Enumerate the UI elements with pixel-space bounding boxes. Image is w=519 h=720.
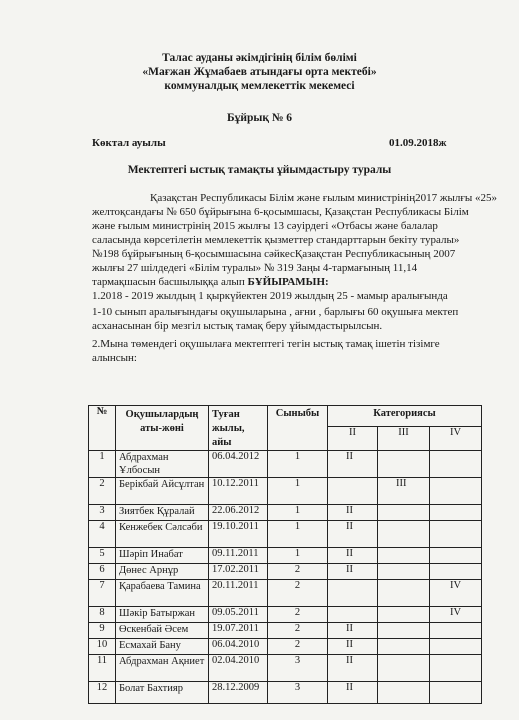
birth-date: 02.04.2010 — [209, 655, 268, 682]
grade-cell: 2 — [268, 623, 328, 639]
body-line: №198 бұйрығының 6-қосымшасына сәйкесҚазақстан Республикасының 2007 — [92, 248, 456, 260]
table-row — [89, 505, 482, 521]
grade-cell: 3 — [268, 682, 328, 704]
student-name: Кенжебек Сәлсәби — [116, 521, 209, 548]
birth-date: 19.10.2011 — [209, 521, 268, 548]
order-subject: Мектептегі ыстық тамақты ұйымдастыру туралы — [127, 164, 392, 176]
category-4-cell: IV — [430, 580, 482, 607]
body-line: Қазақстан Республикасы Білім және ғылым министрінің2017 жылғы «25» — [150, 192, 498, 204]
org-line-3: коммуналдық мемлекеттік мекемесі — [164, 80, 355, 92]
table-row — [89, 451, 482, 478]
category-2-cell: II — [328, 451, 378, 478]
category-4-cell: IV — [430, 607, 482, 623]
order-title: Бұйрық № 6 — [226, 112, 293, 124]
category-3-cell — [378, 623, 430, 639]
header-category: Категориясы — [328, 406, 482, 427]
header-dob: Туған жылы, айы — [209, 406, 268, 451]
student-name: Берікбай Айсұлтан — [116, 478, 209, 505]
item-line: 2.Мына төмендегі оқушылаға мектептегі тегін ыстық тамақ ішетін тізімге — [92, 338, 440, 350]
header-cat-3: III — [378, 426, 430, 450]
category-2-cell: II — [328, 564, 378, 580]
category-3-cell — [378, 564, 430, 580]
students-table — [88, 405, 482, 704]
place: Көктал ауылы — [92, 137, 166, 149]
student-name: Зиятбек Құралай — [116, 505, 209, 521]
row-num: 8 — [89, 607, 116, 623]
category-4-cell — [430, 521, 482, 548]
category-3-cell — [378, 548, 430, 564]
header-cat-4: IV — [430, 426, 482, 450]
item-line: 1.2018 - 2019 жылдың 1 қыркүйектен 2019 жылдың 25 - мамыр аралығында — [92, 290, 448, 302]
category-4-cell — [430, 655, 482, 682]
row-num: 9 — [89, 623, 116, 639]
category-2-cell: II — [328, 682, 378, 704]
birth-date: 06.04.2010 — [209, 639, 268, 655]
category-3-cell: III — [378, 478, 430, 505]
student-name: Болат Бахтияр — [116, 682, 209, 704]
birth-date: 09.11.2011 — [209, 548, 268, 564]
birth-date: 20.11.2011 — [209, 580, 268, 607]
category-3-cell — [378, 655, 430, 682]
row-num: 10 — [89, 639, 116, 655]
category-2-cell: II — [328, 548, 378, 564]
birth-date: 10.12.2011 — [209, 478, 268, 505]
category-4-cell — [430, 505, 482, 521]
birth-date: 06.04.2012 — [209, 451, 268, 478]
table-row — [89, 682, 482, 704]
grade-cell: 1 — [268, 505, 328, 521]
category-4-cell — [430, 451, 482, 478]
student-name: Дөнес Арнұр — [116, 564, 209, 580]
student-name: Шәкір Батыржан — [116, 607, 209, 623]
category-2-cell — [328, 478, 378, 505]
grade-cell: 3 — [268, 655, 328, 682]
category-3-cell — [378, 580, 430, 607]
item-line: 1-10 сынып аралығындағы оқушыларына , ағни , барлығы 60 оқушыға мектеп — [92, 306, 459, 318]
student-name: Абдрахман Ақниет — [116, 655, 209, 682]
row-num: 11 — [89, 655, 116, 682]
org-line-1: Талас ауданы әкімдігінің білім бөлімі — [162, 52, 357, 64]
header-name: Оқушылардың аты-жөні — [116, 406, 209, 451]
category-3-cell — [378, 682, 430, 704]
row-num: 1 — [89, 451, 116, 478]
body-text: тармақшасын басшылыққа алып — [92, 276, 248, 288]
birth-date: 28.12.2009 — [209, 682, 268, 704]
grade-cell: 1 — [268, 478, 328, 505]
category-4-cell — [430, 564, 482, 580]
table-row — [89, 639, 482, 655]
student-name: Абдрахман Ұлбосын — [116, 451, 209, 478]
category-4-cell — [430, 548, 482, 564]
birth-date: 19.07.2011 — [209, 623, 268, 639]
row-num: 7 — [89, 580, 116, 607]
row-num: 3 — [89, 505, 116, 521]
student-name: Қарабаева Тамина — [116, 580, 209, 607]
body-line: желтоқсандағы № 650 бұйрығына 6-қосымшасы, Қазақстан Республикасы Білім — [92, 206, 469, 218]
table-row — [89, 548, 482, 564]
grade-cell: 1 — [268, 521, 328, 548]
category-2-cell: II — [328, 505, 378, 521]
category-2-cell: II — [328, 521, 378, 548]
table-row — [89, 521, 482, 548]
row-num: 5 — [89, 548, 116, 564]
birth-date: 09.05.2011 — [209, 607, 268, 623]
org-line-2: «Мағжан Жұмабаев атындағы орта мектебі» — [142, 66, 377, 78]
category-3-cell — [378, 607, 430, 623]
birth-date: 17.02.2011 — [209, 564, 268, 580]
grade-cell: 1 — [268, 451, 328, 478]
category-2-cell: II — [328, 655, 378, 682]
student-name: Есмахай Бану — [116, 639, 209, 655]
category-3-cell — [378, 639, 430, 655]
date: 01.09.2018ж — [389, 137, 447, 149]
body-line: жылғы 27 шілдедегі «Білім туралы» № 319 Заңы 4-тармағының 11,14 — [92, 262, 418, 274]
grade-cell: 2 — [268, 580, 328, 607]
category-2-cell — [328, 580, 378, 607]
grade-cell: 2 — [268, 564, 328, 580]
table-row — [89, 478, 482, 505]
category-2-cell: II — [328, 623, 378, 639]
grade-cell: 2 — [268, 639, 328, 655]
body-line: және ғылым министрінің 2015 жылғы 13 сәуірдегі «Отбасы және балалар — [92, 220, 438, 232]
table-row — [89, 564, 482, 580]
birth-date: 22.06.2012 — [209, 505, 268, 521]
table-row — [89, 655, 482, 682]
body-line — [92, 276, 329, 288]
category-2-cell — [328, 607, 378, 623]
student-name: Шәріп Инабат — [116, 548, 209, 564]
table-row — [89, 580, 482, 607]
row-num: 12 — [89, 682, 116, 704]
category-4-cell — [430, 682, 482, 704]
body-line: саласында көрсетілетін мемлекеттік қызметтер стандарттарын бекіту туралы» — [92, 234, 460, 246]
header-num: № — [89, 406, 116, 451]
category-2-cell: II — [328, 639, 378, 655]
table-row — [89, 623, 482, 639]
row-num: 2 — [89, 478, 116, 505]
category-4-cell — [430, 639, 482, 655]
student-name: Өскенбай Әсем — [116, 623, 209, 639]
category-3-cell — [378, 521, 430, 548]
header-cat-2: II — [328, 426, 378, 450]
category-4-cell — [430, 623, 482, 639]
item-line: асханасынан бір мезгіл ыстық тамақ беру ұйымдастырылсын. — [92, 320, 383, 332]
category-4-cell — [430, 478, 482, 505]
row-num: 6 — [89, 564, 116, 580]
category-3-cell — [378, 505, 430, 521]
grade-cell: 2 — [268, 607, 328, 623]
category-3-cell — [378, 451, 430, 478]
row-num: 4 — [89, 521, 116, 548]
grade-cell: 1 — [268, 548, 328, 564]
order-keyword: БҰЙЫРАМЫН: — [247, 276, 329, 288]
table-row — [89, 607, 482, 623]
item-line: алынсын: — [92, 352, 137, 364]
header-grade: Сыныбы — [268, 406, 328, 451]
